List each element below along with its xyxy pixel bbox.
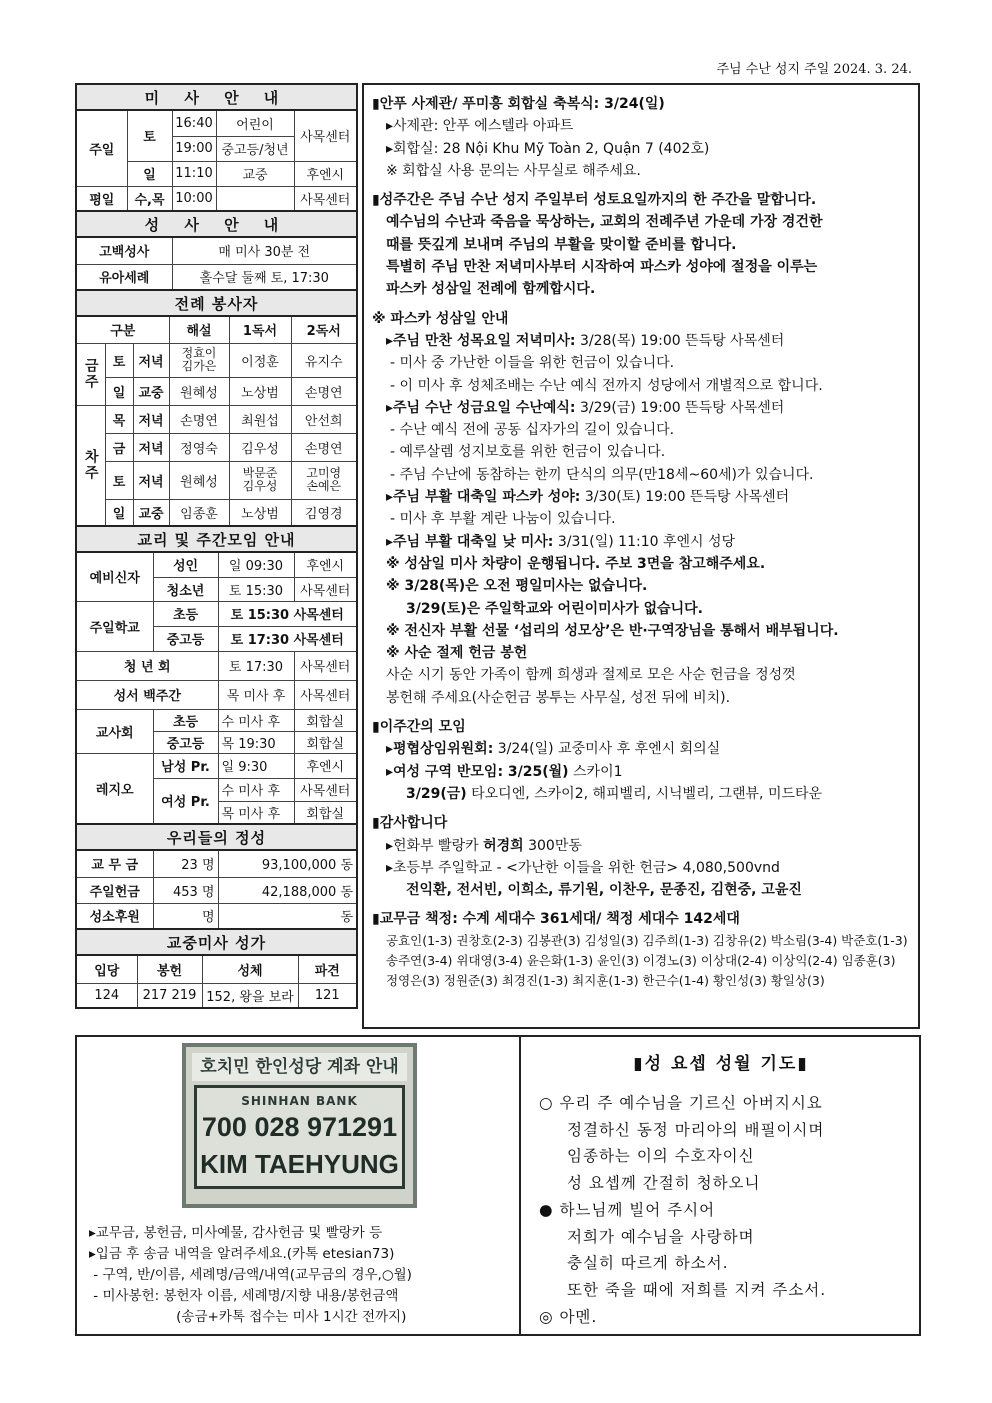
lent-offering-text: 봉헌해 주세요(사순헌금 봉투는 사무실, 성전 뒤에 비치). [386, 689, 731, 706]
triduum-sub: - 미사 중 가난한 이들을 위한 헌금이 있습니다. [390, 355, 675, 372]
prayer-line [539, 1090, 903, 1117]
mass-who: 교중 [216, 161, 294, 186]
mass-time: 19:00 [172, 136, 216, 161]
prayer-text: 하느님께 빌어 주시어 [559, 1200, 716, 1219]
catechumen-adult: 성인 [153, 553, 218, 577]
bank-note: - 구역, 반/이름, 세례명/금액/내역(교무금의 경우,○월) [89, 1267, 412, 1283]
youth-label: 청 년 회 [77, 651, 218, 680]
thanks-heading: ▮감사합니다 [372, 815, 448, 832]
prayer-line: 정결하신 동정 마리아의 배필이시며 [567, 1120, 825, 1139]
offering-count: 명 [153, 903, 218, 929]
bank-note: (송금+카톡 접수는 미사 1시간 전까지) [159, 1309, 407, 1325]
sacrament-table [77, 238, 356, 291]
sacrament-value: 매 미사 30분 전 [172, 238, 356, 264]
meeting-item [372, 783, 910, 805]
holy-week-line: 파스카 성삼일 전례에 함께합시다. [386, 281, 596, 298]
hymn-header: 봉헌 [137, 956, 202, 983]
offering-count: 23 명 [153, 851, 218, 877]
server-mass: 저녁 [133, 461, 169, 499]
bank-note: ▸입금 후 송금 내역을 알려주세요.(카톡 etesian73) [89, 1246, 395, 1262]
bank-card [182, 1043, 417, 1208]
tithe-heading: ▮교무금 책정: 수계 세대수 361세대/ 책정 세대수 142세대 [372, 911, 740, 928]
meeting-time: 일 09:30 [218, 553, 294, 577]
teachers-mid: 중고등 [153, 731, 218, 753]
bank-card-inner [194, 1085, 405, 1189]
thanks-item [372, 857, 910, 879]
blessing-heading: ▮안푸 사제관/ 푸미흥 회합실 축복식: 3/24(일) [372, 96, 665, 112]
triduum-item [372, 397, 910, 419]
meeting-place: 후엔시 [294, 553, 356, 577]
server-day: 일 [105, 499, 133, 526]
meeting-place: 사목센터 [294, 651, 356, 680]
mass-place: 후엔시 [294, 161, 356, 186]
meeting-item [372, 761, 910, 783]
bank-name: SHINHAN BANK [241, 1094, 358, 1108]
thanks-names: 전익환, 전서빈, 이희소, 류기원, 이찬우, 문종진, 김현중, 고윤진 [406, 882, 802, 899]
meeting-time: 목 19:30 [218, 731, 294, 753]
server-reading2: 안선희 [291, 405, 356, 433]
holy-week-line: 때를 뜻깊게 보내며 주님의 부활을 맞이할 준비를 합니다. [386, 236, 737, 253]
blessing-line: ▸회합실: 28 Nội Khu Mỹ Toàn 2, Quận 7 (402호) [386, 140, 710, 157]
meeting-value: 토 15:30 사목센터 [218, 601, 356, 626]
meetings-table [77, 553, 356, 825]
sunday-school-elem: 초등 [153, 601, 218, 626]
meeting-time: 수 미사 후 [218, 709, 294, 731]
meeting-place: 사목센터 [294, 778, 356, 801]
teachers-label: 교사회 [77, 709, 153, 753]
mass-place: 사목센터 [294, 111, 356, 161]
server-day: 금 [105, 433, 133, 461]
sacrament-value: 홀수달 둘째 토, 17:30 [172, 264, 356, 290]
triduum-item-title: ▸주님 부활 대축일 낮 미사: [386, 533, 554, 550]
holy-week-line: 특별히 주님 만찬 저녁미사부터 시작하여 파스카 성야에 절정을 이루는 [386, 259, 818, 276]
sacrament-label: 고백성사 [77, 238, 172, 264]
meeting-time: 토 15:30 [218, 577, 294, 601]
left-column [75, 83, 358, 1009]
tithe-names: 공효인(1-3) 권창호(2-3) 김봉관(3) 김성일(3) 김주희(1-3) 김창유(2) 박소림(3-4) 박준호(1-3) 송주연(3-4) 위대영(3-4) 윤은화(1-3) 윤인(3) 이경노(3) 이상대(2-4) 이상익(2-4) 임종훈(3) 정영은(3) 정원준(3) 최경진(1-3) 최지훈(1-3) 한근수(1-4) 황인성(3) 황일상(3) [386, 932, 908, 988]
prayer-line: 성 요셉께 간절히 청하오니 [567, 1174, 761, 1193]
offering-label: 교 무 금 [77, 851, 153, 877]
triduum-item-time: 3/30(토) 19:00 뜬득탕 사목센터 [580, 489, 790, 506]
meeting-place: 회합실 [294, 709, 356, 731]
server-commentator: 원혜성 [169, 461, 229, 499]
server-mass: 교중 [133, 377, 169, 405]
mass-sunday: 주일 [77, 111, 127, 186]
meeting-value: 토 17:30 사목센터 [218, 626, 356, 651]
server-reading2: 유지수 [291, 343, 356, 377]
bank-card-title: 호치민 한인성당 계좌 안내 [192, 1053, 407, 1081]
meeting-item-title: 3/29(금) [406, 785, 467, 802]
servers-header: 2독서 [291, 317, 356, 343]
offering-label: 주일헌금 [77, 877, 153, 903]
server-mass: 교중 [133, 499, 169, 526]
bottom-section [75, 1035, 921, 1336]
server-reading2: 김영경 [291, 499, 356, 526]
server-day: 일 [105, 377, 133, 405]
triduum-sub: - 이 미사 후 성체조배는 수난 예식 전까지 성당에서 개별적으로 합니다. [390, 377, 823, 394]
teachers-elem: 초등 [153, 709, 218, 731]
meeting-place: 후엔시 [294, 753, 356, 778]
bible-label: 성서 백주간 [77, 680, 218, 709]
meeting-item-title: ▸여성 구역 반모임: 3/25(월) [386, 763, 569, 780]
prayer-title: ▮성 요셉 성월 기도▮ [633, 1054, 809, 1074]
offering-amount: 동 [218, 903, 356, 929]
hymn-header: 입당 [77, 956, 137, 983]
prayer-line: 또한 죽을 때에 저희를 지켜 주소서. [567, 1280, 827, 1299]
server-reading1: 최원섭 [229, 405, 291, 433]
sunday-school-mid: 중고등 [153, 626, 218, 651]
meeting-time: 수 미사 후 [218, 778, 294, 801]
triduum-item-title: ▸주님 수난 성금요일 수난예식: [386, 399, 576, 416]
meeting-place: 사목센터 [294, 680, 356, 709]
meeting-time: 토 17:30 [218, 651, 294, 680]
mass-who [216, 186, 294, 211]
triduum-sub: - 예루살렘 성지보호를 위한 헌금이 있습니다. [390, 444, 666, 461]
mass-who: 어린이 [216, 111, 294, 136]
bank-note: ▸교무금, 봉헌금, 미사예물, 감사헌금 및 빨랑카 등 [89, 1225, 383, 1241]
server-reading1: 이정훈 [229, 343, 291, 377]
server-mass: 저녁 [133, 433, 169, 461]
response-marker: ● [539, 1200, 554, 1219]
prayer-line: 저희가 예수님을 사랑하며 [567, 1227, 755, 1246]
meeting-item-detail: 타오디엔, 스카이2, 해피벨리, 시닉벨리, 그랜뷰, 미드타운 [466, 785, 823, 802]
server-reading1: 노상범 [229, 499, 291, 526]
lent-offering-text: 사순 시기 동안 가족이 함께 희생과 절제로 모은 사순 헌금을 정성껏 [386, 667, 796, 684]
triduum-item [372, 531, 910, 553]
blessing-line: ▸사제관: 안푸 에스텔라 아파트 [386, 118, 574, 135]
meeting-item [372, 738, 910, 760]
server-commentator: 손명연 [169, 405, 229, 433]
mass-time: 10:00 [172, 186, 216, 211]
offering-count: 453 명 [153, 877, 218, 903]
mass-who: 중고등/청년 [216, 136, 294, 161]
triduum-item [372, 330, 910, 352]
hymn-value: 152, 왕을 보라 [202, 983, 298, 1007]
bulletin-date: 주님 수난 성지 주일 2024. 3. 24. [716, 62, 912, 77]
right-column [362, 83, 920, 1029]
prayer-text: 우리 주 예수님을 기르신 아버지시요 [559, 1094, 823, 1112]
server-mass: 저녁 [133, 343, 169, 377]
mass-title: 미 사 안 내 [77, 85, 356, 111]
meeting-time: 목 미사 후 [218, 801, 294, 824]
meeting-place: 사목센터 [294, 577, 356, 601]
bank-account-holder: KIM TAEHYUNG [200, 1149, 399, 1179]
triduum-item [372, 486, 910, 508]
triduum-note: ※ 전신자 부활 선물 ‘섭리의 성모상’은 반·구역장님을 통해서 배부됩니다. [386, 622, 839, 639]
legion-men: 남성 Pr. [153, 753, 218, 778]
server-commentator: 정효이 김가은 [169, 343, 229, 377]
servers-header: 구분 [77, 317, 169, 343]
meeting-time: 일 9:30 [218, 753, 294, 778]
mass-weekday-days: 수,목 [127, 186, 172, 211]
server-reading2: 손명연 [291, 377, 356, 405]
triduum-item-time: 3/28(목) 19:00 뜬득탕 사목센터 [575, 332, 785, 349]
meeting-time: 목 미사 후 [218, 680, 294, 709]
catechumen-youth: 청소년 [153, 577, 218, 601]
thanks-name: 허경희 [483, 837, 524, 854]
mass-place: 사목센터 [294, 186, 356, 211]
servers-header: 해설 [169, 317, 229, 343]
server-reading1: 김우성 [229, 433, 291, 461]
hymn-header: 성체 [202, 956, 298, 983]
response-marker: ○ [539, 1094, 554, 1112]
server-commentator: 정영숙 [169, 433, 229, 461]
bank-note: - 미사봉헌: 봉헌자 이름, 세례명/지향 내용/봉헌금액 [89, 1288, 399, 1304]
legion-women: 여성 Pr. [153, 778, 218, 824]
offering-table [77, 851, 356, 930]
catechumen-label: 예비신자 [77, 553, 153, 601]
triduum-note: ※ 3/28(목)은 오전 평일미사는 없습니다. [386, 578, 648, 595]
triduum-sub: - 주님 수난에 동참하는 한끼 단식의 의무(만18세~60세)가 있습니다. [390, 466, 814, 483]
meetings-title: 교리 및 주간모임 안내 [77, 527, 356, 553]
hymn-value: 217 219 [137, 983, 202, 1007]
hymn-header: 파견 [298, 956, 356, 983]
mass-sun: 일 [127, 161, 172, 186]
bank-panel [77, 1037, 521, 1334]
triduum-item-title: ▸주님 부활 대축일 파스카 성야: [386, 489, 581, 506]
triduum-item-time: 3/29(금) 19:00 뜬득탕 사목센터 [575, 399, 785, 416]
offering-label: 성소후원 [77, 903, 153, 929]
meeting-item-detail: 스카이1 [568, 763, 623, 780]
legion-label: 레지오 [77, 753, 153, 824]
triduum-heading: ※ 파스카 성삼일 안내 [372, 310, 509, 327]
triduum-note: ※ 사순 절제 헌금 봉헌 [386, 645, 528, 662]
thanks-text: ▸헌화부 빨랑카 [386, 837, 484, 854]
next-week-label: 차주 [77, 405, 105, 526]
triduum-note: 3/29(토)은 주일학교와 어린이미사가 없습니다. [406, 600, 703, 617]
mass-time: 11:10 [172, 161, 216, 186]
triduum-note: ※ 성삼일 미사 차량이 운행됩니다. 주보 3면을 참고해주세요. [386, 555, 766, 572]
server-reading2: 고미영 손예은 [291, 461, 356, 499]
meeting-place: 회합실 [294, 731, 356, 753]
triduum-item-time: 3/31(일) 11:10 후엔시 성당 [553, 533, 736, 550]
prayer-panel [523, 1037, 919, 1334]
offering-title: 우리들의 정성 [77, 825, 356, 851]
meeting-item-detail: 3/24(일) 교중미사 후 후엔시 회의실 [493, 741, 721, 758]
servers-title: 전례 봉사자 [77, 291, 356, 317]
triduum-sub: - 미사 후 부활 계란 나눔이 있습니다. [390, 511, 616, 528]
mass-time: 16:40 [172, 111, 216, 136]
offering-amount: 42,188,000 동 [218, 877, 356, 903]
meeting-item-title: ▸평협상임위원회: [386, 741, 494, 758]
server-reading2: 손명연 [291, 433, 356, 461]
blessing-line: ※ 회합실 사용 문의는 사무실로 해주세요. [386, 162, 641, 179]
mass-weekday: 평일 [77, 186, 127, 211]
mass-table [77, 111, 356, 212]
triduum-item-title: ▸주님 만찬 성목요일 저녁미사: [386, 332, 576, 349]
prayer-line: 충실히 따르게 하소서. [567, 1254, 729, 1273]
server-reading1: 노상범 [229, 377, 291, 405]
hymn-value: 121 [298, 983, 356, 1007]
offering-amount: 93,100,000 동 [218, 851, 356, 877]
this-week-label: 금주 [77, 343, 105, 405]
server-day: 목 [105, 405, 133, 433]
thanks-item [372, 835, 910, 857]
mass-sat: 토 [127, 111, 172, 161]
server-day: 토 [105, 343, 133, 377]
hymn-value: 124 [77, 983, 137, 1007]
thanks-amount: 300만동 [523, 837, 582, 854]
bank-notes [89, 1223, 412, 1328]
hymns-title: 교중미사 성가 [77, 930, 356, 956]
prayer-amen: ◎ 아멘. [539, 1307, 598, 1326]
server-commentator: 원혜성 [169, 377, 229, 405]
sacrament-label: 유아세례 [77, 264, 172, 290]
servers-table [77, 317, 356, 527]
meeting-place: 회합실 [294, 801, 356, 824]
thanks-text: ▸초등부 주일학교 - <가난한 이들을 위한 헌금> 4,080,500vnd [386, 859, 780, 876]
meetings-heading: ▮이주간의 모임 [372, 719, 466, 736]
server-day: 토 [105, 461, 133, 499]
server-commentator: 임종훈 [169, 499, 229, 526]
prayer-line: 임종하는 이의 수호자이신 [567, 1147, 755, 1166]
hymns-table [77, 956, 356, 1007]
server-reading1: 박문준 김우성 [229, 461, 291, 499]
triduum-sub: - 수난 예식 전에 공동 십자가의 길이 있습니다. [390, 422, 675, 439]
holy-week-line: 예수님의 수난과 죽음을 묵상하는, 교회의 전례주년 가운데 가장 경건한 [386, 214, 823, 231]
servers-header: 1독서 [229, 317, 291, 343]
server-mass: 저녁 [133, 405, 169, 433]
sunday-school-label: 주일학교 [77, 601, 153, 651]
prayer-line [539, 1197, 903, 1224]
holy-week-line: ▮성주간은 주님 수난 성지 주일부터 성토요일까지의 한 주간을 말합니다. [372, 192, 817, 209]
sacrament-title: 성 사 안 내 [77, 212, 356, 238]
bank-account-number: 700 028 971291 [201, 1112, 398, 1142]
